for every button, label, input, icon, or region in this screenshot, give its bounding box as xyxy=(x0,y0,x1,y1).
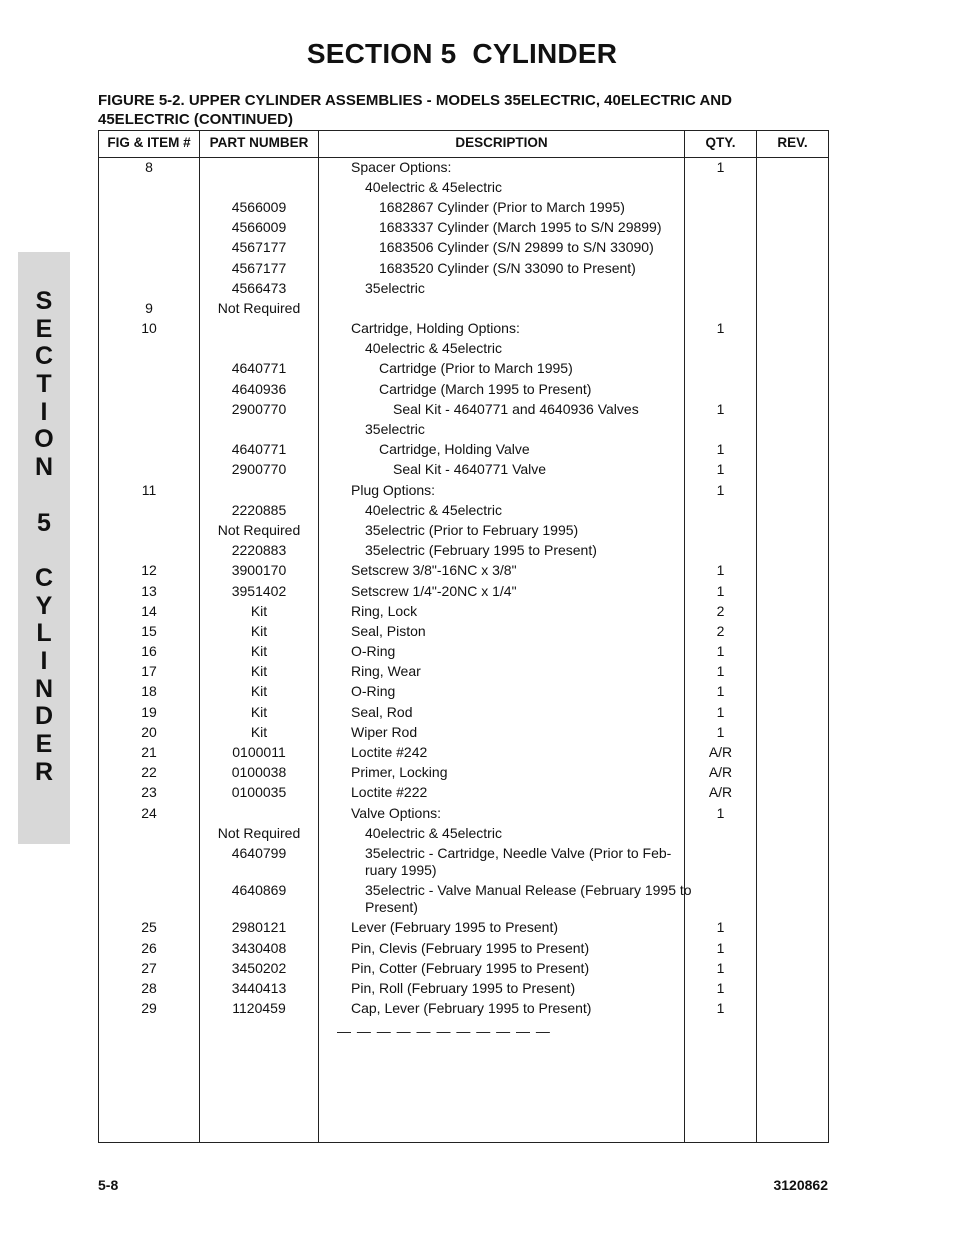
table-row xyxy=(99,938,828,958)
description-cell: Seal Kit - 4640771 and 4640936 Valves xyxy=(393,400,639,417)
part-number-cell: Kit xyxy=(250,663,268,680)
description-cell: Ring, Wear xyxy=(351,663,421,680)
description-cell: 1683506 Cylinder (S/N 29899 to S/N 33090) xyxy=(379,239,654,256)
table-row xyxy=(99,682,828,702)
table-row xyxy=(99,918,828,938)
description-cell: Seal, Piston xyxy=(351,622,426,639)
fig-item-cell: 29 xyxy=(141,1000,157,1017)
fig-item-cell: 25 xyxy=(141,919,157,936)
side-tab-letter: D xyxy=(34,702,54,731)
table-row xyxy=(99,460,828,480)
table-row xyxy=(99,621,828,641)
description-cell: Loctite #242 xyxy=(351,744,428,761)
part-number-cell: Kit xyxy=(250,683,268,700)
qty-cell: 1 xyxy=(716,481,725,498)
part-number-cell: 1120459 xyxy=(232,1000,286,1017)
part-number-cell: Not Required xyxy=(217,299,301,316)
fig-item-cell: 8 xyxy=(145,158,153,175)
side-tab-letter: T xyxy=(36,370,52,399)
description-cell: 35electric (February 1995 to Present) xyxy=(365,542,597,559)
description-cell: Pin, Cotter (February 1995 to Present) xyxy=(351,959,590,976)
fig-item-cell: 18 xyxy=(141,683,157,700)
description-cell: Cartridge, Holding Valve xyxy=(379,441,530,458)
side-tab-letter: C xyxy=(34,563,54,592)
side-tab-letter: L xyxy=(36,619,52,648)
part-number-cell: 2980121 xyxy=(231,919,287,936)
part-number-cell: 3951402 xyxy=(231,582,287,599)
table-row xyxy=(99,399,828,419)
fig-item-cell: 14 xyxy=(141,602,157,619)
fig-item-cell: 19 xyxy=(141,703,157,720)
fig-item-cell: 22 xyxy=(141,764,157,781)
table-row xyxy=(99,177,828,197)
side-tab-letter: N xyxy=(34,674,54,703)
part-number-cell: Kit xyxy=(250,602,268,619)
table-row xyxy=(99,339,828,359)
description-cell: Valve Options: xyxy=(351,804,442,821)
description-cell: Plug Options: xyxy=(351,481,436,498)
part-number-cell: Not Required xyxy=(217,521,301,538)
qty-cell: 1 xyxy=(716,320,725,337)
description-cell: 40electric & 45electric xyxy=(365,178,502,195)
part-number-cell: 2220885 xyxy=(231,501,287,518)
qty-cell: 1 xyxy=(716,804,725,821)
side-tab-letter: I xyxy=(40,646,48,675)
part-number-cell: 4566009 xyxy=(231,198,287,215)
description-cell: 1683337 Cylinder (March 1995 to S/N 29899) xyxy=(379,219,662,236)
part-number-cell: 3440413 xyxy=(231,979,287,996)
side-tab-letter: I xyxy=(40,397,48,426)
part-number-cell: 4640869 xyxy=(231,882,287,899)
part-number-cell: 4566473 xyxy=(231,279,287,296)
table-body xyxy=(99,157,828,1019)
qty-cell: 1 xyxy=(716,441,725,458)
qty-cell: 1 xyxy=(716,663,725,680)
page-number: 5-8 xyxy=(98,1177,119,1193)
side-tab-letter: E xyxy=(35,730,53,758)
part-number-cell: Kit xyxy=(250,723,268,740)
description-cell: 1682867 Cylinder (Prior to March 1995) xyxy=(379,198,625,215)
side-tab-letter: N xyxy=(34,453,54,482)
fig-item-cell: 12 xyxy=(141,562,157,579)
fig-item-cell: 24 xyxy=(141,804,157,821)
side-tab-letter: C xyxy=(34,342,54,371)
fig-item-cell: 28 xyxy=(141,979,157,996)
part-number-cell: 3900170 xyxy=(231,562,287,579)
description-cell: 35electric - Valve Manual Release (February 1995 to Present) xyxy=(365,882,692,916)
description-cell: 40electric & 45electric xyxy=(365,501,502,518)
description-cell: Setscrew 3/8"-16NC x 3/8" xyxy=(351,562,517,579)
description-cell: Cartridge (Prior to March 1995) xyxy=(379,360,573,377)
description-cell: Cartridge (March 1995 to Present) xyxy=(379,380,592,397)
description-cell: Cartridge, Holding Options: xyxy=(351,320,520,337)
page-title: SECTION 5 CYLINDER xyxy=(306,38,618,69)
table-row xyxy=(99,783,828,803)
description-cell: Seal, Rod xyxy=(351,703,413,720)
qty-cell: 1 xyxy=(716,939,725,956)
part-number-cell: 4640799 xyxy=(231,844,287,861)
fig-item-cell: 10 xyxy=(141,320,157,337)
qty-cell: 1 xyxy=(716,400,725,417)
description-cell: Ring, Lock xyxy=(351,602,418,619)
part-number-cell: 4640936 xyxy=(231,380,287,397)
table-row xyxy=(99,359,828,379)
description-cell: Wiper Rod xyxy=(351,723,418,740)
table-row xyxy=(99,500,828,520)
fig-item-cell: 11 xyxy=(141,481,157,498)
table-row xyxy=(99,722,828,742)
part-number-cell: 4566009 xyxy=(231,219,287,236)
table-row xyxy=(99,319,828,339)
header-qty: QTY. xyxy=(705,135,736,150)
qty-cell: 1 xyxy=(716,959,725,976)
table-row xyxy=(99,702,828,722)
qty-cell: A/R xyxy=(708,784,733,801)
side-tab-letter xyxy=(18,537,70,565)
table-row xyxy=(99,480,828,500)
fig-item-cell: 13 xyxy=(141,582,157,599)
part-number-cell: 0100011 xyxy=(232,744,286,761)
part-number-cell: 4640771 xyxy=(231,360,287,377)
fig-item-cell: 27 xyxy=(141,959,157,976)
table-row xyxy=(99,978,828,998)
description-cell: Setscrew 1/4"-20NC x 1/4" xyxy=(351,582,517,599)
table-row xyxy=(99,601,828,621)
table-row xyxy=(99,419,828,439)
document-number: 3120862 xyxy=(773,1177,828,1193)
qty-cell: 1 xyxy=(716,703,725,720)
side-tab-letter xyxy=(18,482,70,510)
qty-cell: 2 xyxy=(716,622,725,639)
description-cell: Pin, Clevis (February 1995 to Present) xyxy=(351,939,590,956)
qty-cell: A/R xyxy=(708,744,733,761)
qty-cell: 1 xyxy=(716,461,725,478)
table-row xyxy=(99,958,828,978)
qty-cell: 1 xyxy=(716,562,725,579)
fig-item-cell: 15 xyxy=(141,622,157,639)
qty-cell: 1 xyxy=(716,919,725,936)
fig-item-cell: 26 xyxy=(141,939,157,956)
part-number-cell: 0100038 xyxy=(231,764,287,781)
part-number-cell: 2900770 xyxy=(231,461,287,478)
description-cell: Cap, Lever (February 1995 to Present) xyxy=(351,1000,592,1017)
table-row xyxy=(99,298,828,318)
qty-cell: 1 xyxy=(716,582,725,599)
table-row xyxy=(99,238,828,258)
side-tab-letter: S xyxy=(35,287,53,315)
description-cell: Pin, Roll (February 1995 to Present) xyxy=(351,979,576,996)
side-tab-letter: O xyxy=(34,425,54,454)
table-row xyxy=(99,581,828,601)
part-number-cell: Kit xyxy=(250,703,268,720)
description-cell: 35electric xyxy=(365,421,425,438)
side-tab-letter: R xyxy=(34,757,54,786)
end-of-list-mark: — — — — — — — — — — — xyxy=(337,1023,551,1039)
figure-title: FIGURE 5-2. UPPER CYLINDER ASSEMBLIES - MODELS 35ELECTRIC, 40ELECTRIC AND 45ELECTRIC (CONTINUED) xyxy=(98,92,732,128)
table-row xyxy=(99,763,828,783)
description-cell: 35electric (Prior to February 1995) xyxy=(365,521,579,538)
table-row xyxy=(99,823,828,843)
qty-cell: 1 xyxy=(716,643,725,660)
qty-cell: 1 xyxy=(716,1000,725,1017)
table-row xyxy=(99,379,828,399)
table-row xyxy=(99,157,828,177)
qty-cell: 1 xyxy=(716,979,725,996)
description-cell: 35electric xyxy=(365,279,425,296)
part-number-cell: 4640771 xyxy=(231,441,287,458)
side-tab-letter: 5 xyxy=(37,508,51,537)
side-tab-letter: E xyxy=(35,314,53,343)
part-number-cell: Kit xyxy=(250,622,268,639)
table-row xyxy=(99,999,828,1019)
table-row xyxy=(99,218,828,238)
description-cell: Loctite #222 xyxy=(351,784,428,801)
table-row xyxy=(99,881,828,918)
qty-cell: A/R xyxy=(708,764,733,781)
description-cell: Lever (February 1995 to Present) xyxy=(351,919,558,936)
part-number-cell: 4567177 xyxy=(231,259,287,276)
part-number-cell: 0100035 xyxy=(231,784,287,801)
fig-item-cell: 23 xyxy=(141,784,157,801)
fig-item-cell: 21 xyxy=(141,744,157,761)
qty-cell: 1 xyxy=(716,158,725,175)
description-cell: O-Ring xyxy=(351,683,396,700)
table-row xyxy=(99,258,828,278)
table-row xyxy=(99,843,828,880)
fig-item-cell: 20 xyxy=(141,723,157,740)
side-tab-letters xyxy=(18,288,70,786)
description-cell: Primer, Locking xyxy=(351,764,448,781)
qty-cell: 1 xyxy=(716,723,725,740)
description-cell xyxy=(351,300,681,317)
part-number-cell: 3450202 xyxy=(231,959,287,976)
table-row xyxy=(99,520,828,540)
part-number-cell: 2900770 xyxy=(231,400,287,417)
parts-table xyxy=(98,130,829,1143)
part-number-cell: Not Required xyxy=(217,824,301,841)
header-rev: REV. xyxy=(777,135,808,150)
qty-cell: 2 xyxy=(716,602,725,619)
table-row xyxy=(99,278,828,298)
qty-cell: 1 xyxy=(716,683,725,700)
section-side-tab xyxy=(18,252,70,844)
side-tab-letter: Y xyxy=(35,591,53,620)
header-description: DESCRIPTION xyxy=(455,135,548,150)
header-part-number: PART NUMBER xyxy=(209,135,309,150)
table-row xyxy=(99,440,828,460)
table-row xyxy=(99,541,828,561)
table-row xyxy=(99,803,828,823)
description-cell: Spacer Options: xyxy=(351,158,452,175)
fig-item-cell: 16 xyxy=(141,643,157,660)
description-cell: 1683520 Cylinder (S/N 33090 to Present) xyxy=(379,259,636,276)
table-row xyxy=(99,197,828,217)
part-number-cell: Kit xyxy=(250,643,268,660)
description-cell: 40electric & 45electric xyxy=(365,340,502,357)
description-cell: O-Ring xyxy=(351,643,396,660)
part-number-cell: 2220883 xyxy=(231,542,287,559)
table-row xyxy=(99,662,828,682)
fig-item-cell: 17 xyxy=(141,663,157,680)
description-cell: Seal Kit - 4640771 Valve xyxy=(393,461,547,478)
part-number-cell: 4567177 xyxy=(231,239,287,256)
table-row xyxy=(99,742,828,762)
description-cell: 40electric & 45electric xyxy=(365,824,502,841)
table-header xyxy=(99,131,828,158)
header-fig-item: FIG & ITEM # xyxy=(107,135,191,150)
fig-item-cell: 9 xyxy=(145,299,153,316)
table-row xyxy=(99,561,828,581)
part-number-cell: 3430408 xyxy=(231,939,287,956)
table-row xyxy=(99,642,828,662)
description-cell: 35electric - Cartridge, Needle Valve (Prior to Feb- ruary 1995) xyxy=(365,844,672,878)
